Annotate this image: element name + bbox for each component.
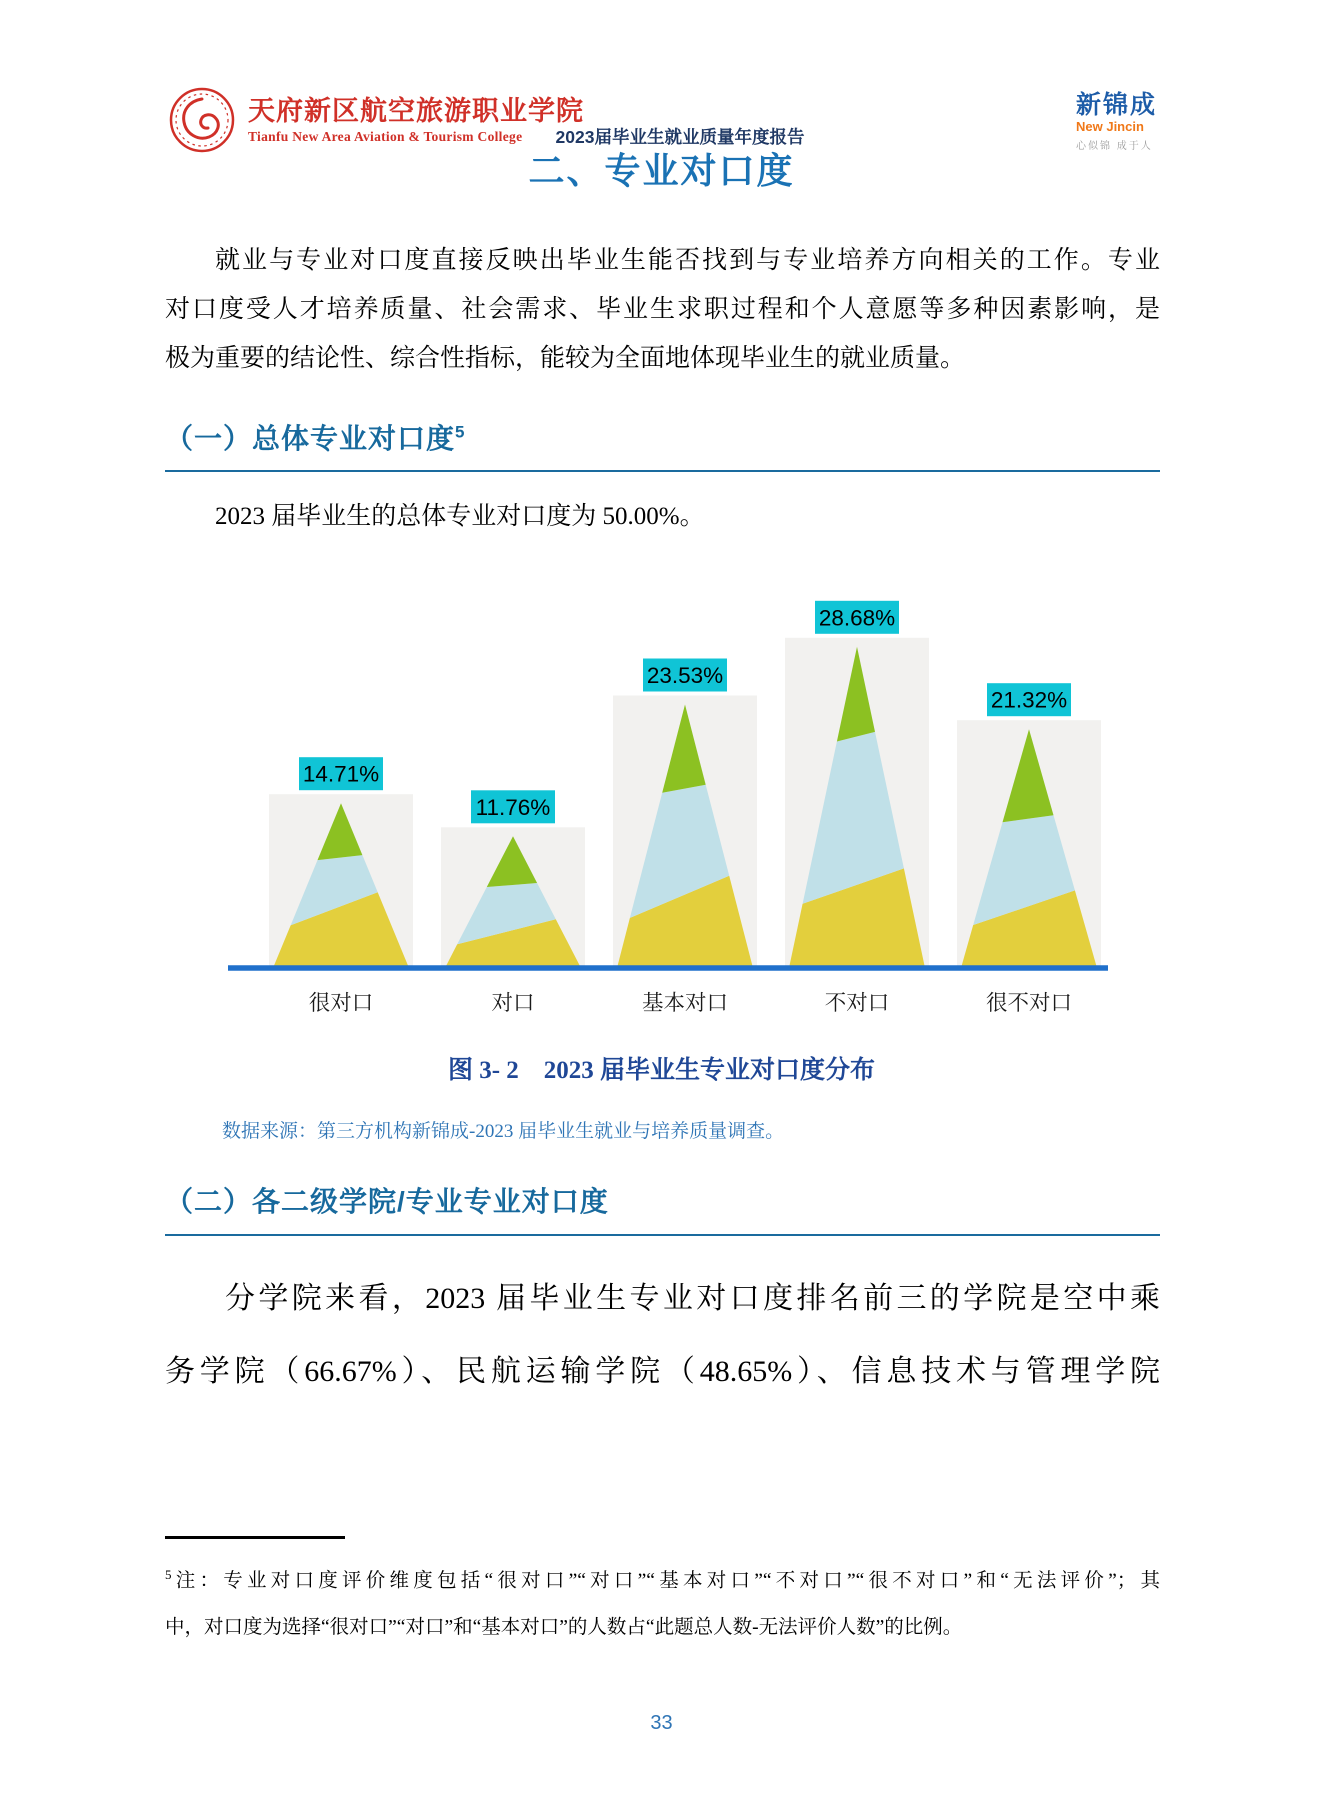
footnote-line-1: $^5$注：专业对口度评价维度包括“很对口”“对口”“基本对口”“不对口”“很不对口”和“无法评价”；其	[165, 1567, 1160, 1592]
footnote-line-2: 中，对口度为选择“很对口”“对口”和“基本对口”的人数占“此题总人数-无法评价人数”的比例。	[165, 1616, 963, 1638]
footnote-ref: 5	[165, 1567, 172, 1582]
brand-tagline: 心似锦 成于人	[1076, 141, 1153, 152]
value-label-1: 14.71%	[302, 761, 380, 787]
intro-line-2: 对口度受人才培养质量、社会需求、毕业生求职过程和个人意愿等多种因素影响，是	[165, 296, 1160, 323]
figure-caption: 图 3- 2 2023 届毕业生专业对口度分布	[447, 1057, 876, 1084]
section2-paragraph	[165, 1262, 1160, 1408]
brand-name-zh: 新锦成	[1076, 91, 1158, 119]
footnote	[165, 1552, 1160, 1651]
section2-underline	[165, 1234, 1160, 1236]
value-label-2: 11.76%	[475, 794, 551, 820]
footnote-separator	[165, 1536, 345, 1539]
section1-underline	[165, 470, 1160, 472]
page-number: 33	[650, 1712, 673, 1734]
section2-line-1: 分学院来看，2023 届毕业生专业对口度排名前三的学院是空中乘	[225, 1282, 1160, 1315]
value-label-3: 23.53%	[646, 663, 724, 688]
page-title: 二、专业对口度	[528, 151, 795, 191]
category-label-1: 很对口	[308, 991, 374, 1015]
value-label-4: 28.68%	[818, 605, 896, 631]
intro-line-3: 极为重要的结论性、综合性指标，能较为全面地体现毕业生的就业质量。	[165, 345, 966, 372]
section2-heading: （二）各二级学院/专业专业对口度	[165, 1186, 609, 1217]
category-label-3: 基本对口	[641, 991, 729, 1015]
college-name-en: Tianfu New Area Aviation & Tourism College	[248, 128, 523, 144]
value-label-5: 21.32%	[990, 687, 1068, 713]
college-name-zh: 天府新区航空旅游职业学院	[248, 95, 584, 126]
pyramid-chart	[183, 560, 1123, 1030]
section2-line-2: 务学院（66.67%）、民航运输学院（48.65%）、信息技术与管理学院	[165, 1355, 1160, 1388]
section1-body: 2023 届毕业生的总体专业对口度为 50.00%。	[215, 503, 705, 530]
brand-name-en: New Jincin	[1076, 119, 1144, 134]
category-label-4: 不对口	[824, 991, 890, 1015]
category-label-2: 对口	[491, 991, 535, 1015]
report-header-title: 2023届毕业生就业质量年度报告	[555, 127, 805, 147]
intro-paragraph	[165, 236, 1160, 383]
footnote-ref-mark: 5	[455, 422, 466, 442]
category-label-5: 很不对口	[985, 991, 1073, 1015]
data-source-note: 数据来源：第三方机构新锦成-2023 届毕业生就业与培养质量调查。	[222, 1121, 785, 1142]
section1-heading: （一）总体专业对口度$^5$	[165, 422, 466, 454]
intro-line-1: 就业与专业对口度直接反映出毕业生能否找到与专业培养方向相关的工作。专业	[215, 247, 1160, 274]
